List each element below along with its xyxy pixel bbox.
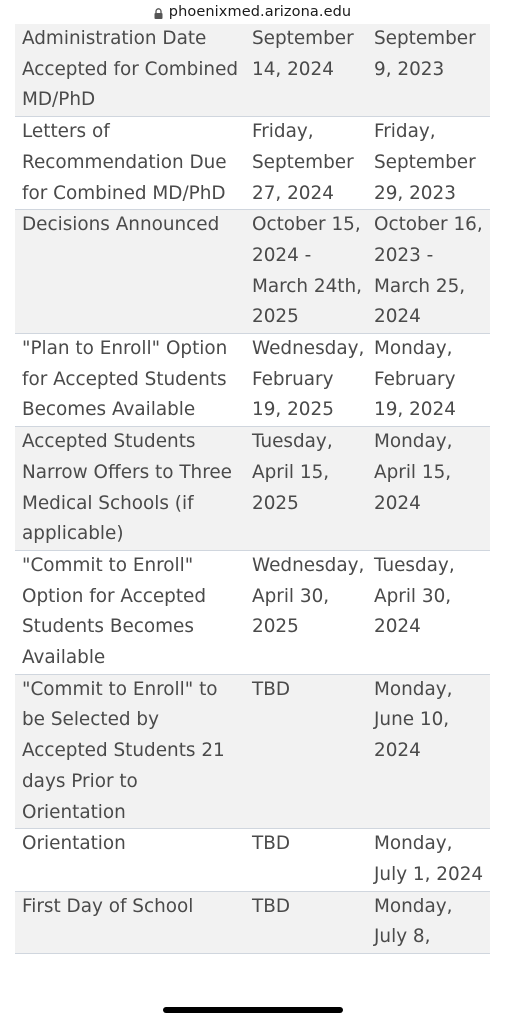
home-indicator[interactable]: [163, 1007, 343, 1013]
table-row: [15, 334, 490, 427]
event-cell: "Commit to Enroll" Option for Accepted Students Becomes Available: [15, 550, 245, 674]
cycle-2024-cell: Monday, July 8,: [367, 891, 490, 953]
address-bar[interactable]: [0, 0, 505, 24]
table-row: [15, 829, 490, 891]
event-cell: Administration Date Accepted for Combined MD/PhD: [15, 24, 245, 117]
dates-table: [15, 24, 490, 954]
table-row: [15, 891, 490, 953]
cycle-2024-cell: Monday, February 19, 2024: [367, 334, 490, 427]
cycle-2025-cell: Tuesday, April 15, 2025: [245, 427, 367, 551]
dates-table-container: [15, 24, 490, 954]
cycle-2024-cell: Monday, July 1, 2024: [367, 829, 490, 891]
table-row: [15, 674, 490, 829]
lock-icon: [154, 8, 163, 19]
url-text: phoenixmed.arizona.edu: [168, 4, 352, 20]
cycle-2024-cell: Tuesday, April 30, 2024: [367, 550, 490, 674]
cycle-2024-cell: October 16, 2023 - March 25, 2024: [367, 210, 490, 334]
cycle-2024-cell: September 9, 2023: [367, 24, 490, 117]
cycle-2024-cell: Monday, June 10, 2024: [367, 674, 490, 829]
table-row: [15, 117, 490, 210]
table-row: [15, 210, 490, 334]
table-row: [15, 550, 490, 674]
event-cell: Decisions Announced: [15, 210, 245, 334]
cycle-2025-cell: Wednesday, April 30, 2025: [245, 550, 367, 674]
event-cell: First Day of School: [15, 891, 245, 953]
cycle-2025-cell: TBD: [245, 829, 367, 891]
cycle-2024-cell: Monday, April 15, 2024: [367, 427, 490, 551]
cycle-2025-cell: Wednesday, February 19, 2025: [245, 334, 367, 427]
event-cell: "Plan to Enroll" Option for Accepted Students Becomes Available: [15, 334, 245, 427]
event-cell: Letters of Recommendation Due for Combined MD/PhD: [15, 117, 245, 210]
cycle-2025-cell: September 14, 2024: [245, 24, 367, 117]
event-cell: Accepted Students Narrow Offers to Three Medical Schools (if applicable): [15, 427, 245, 551]
cycle-2025-cell: October 15, 2024 - March 24th, 2025: [245, 210, 367, 334]
cycle-2024-cell: Friday, September 29, 2023: [367, 117, 490, 210]
event-cell: Orientation: [15, 829, 245, 891]
cycle-2025-cell: TBD: [245, 674, 367, 829]
cycle-2025-cell: Friday, September 27, 2024: [245, 117, 367, 210]
event-cell: "Commit to Enroll" to be Selected by Accepted Students 21 days Prior to Orientation: [15, 674, 245, 829]
table-row: [15, 24, 490, 117]
table-row: [15, 427, 490, 551]
cycle-2025-cell: TBD: [245, 891, 367, 953]
